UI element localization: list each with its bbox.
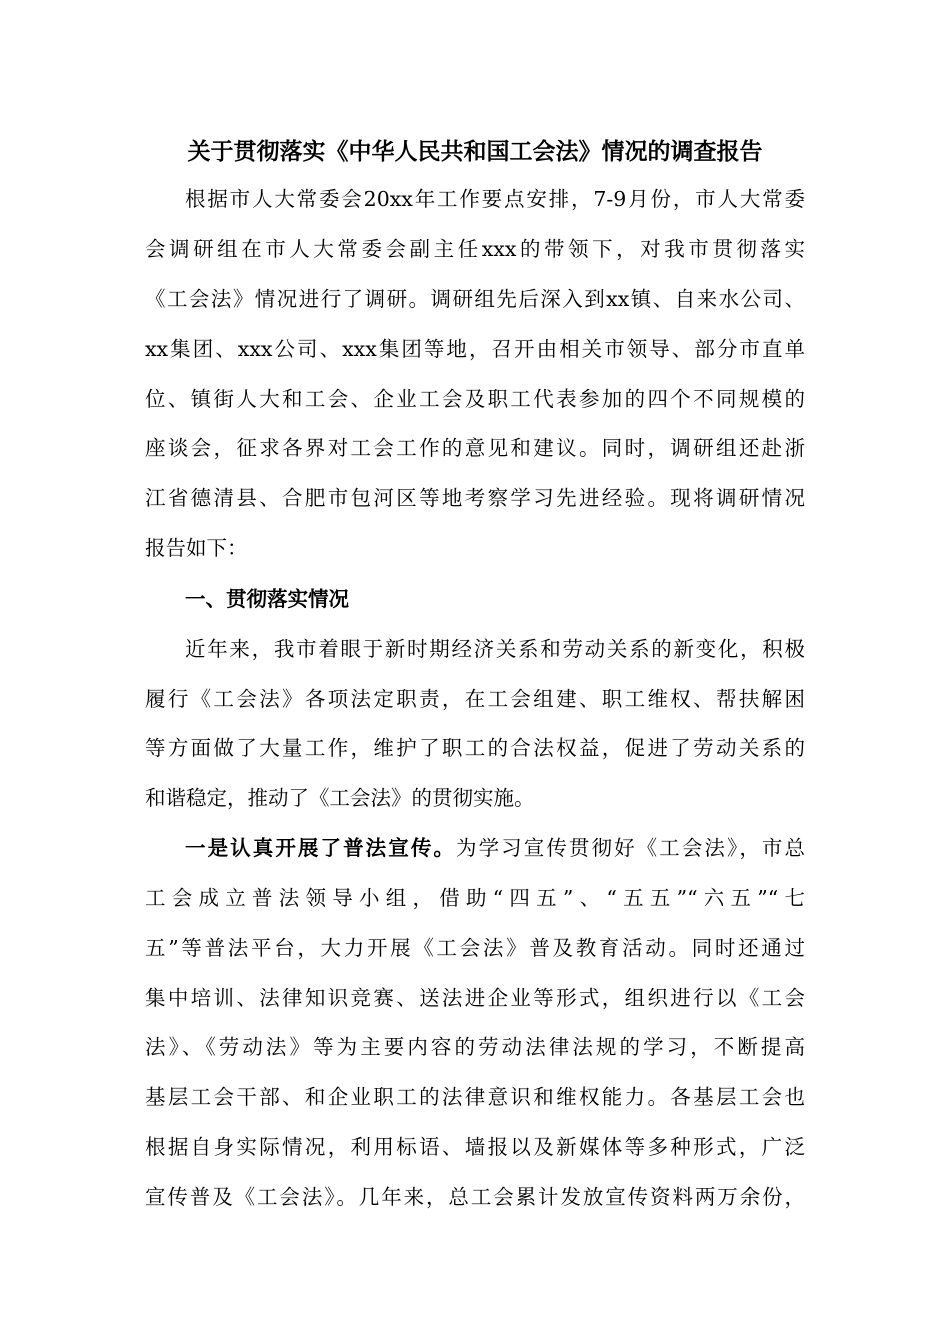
para1-line-3: 等方面做了大量工作，维护了职工的合法权益，促进了劳动关系的	[145, 736, 805, 760]
para2-lead: 一是认真开展了普法宣传。	[185, 836, 456, 860]
para2-line-5: 法》、《劳动法》等为主要内容的劳动法律法规的学习，不断提高	[145, 1035, 805, 1059]
intro-line-6: 座谈会，征求各界对工会工作的意见和建议。同时，调研组还赴浙	[145, 436, 805, 460]
intro-line-8: 报告如下：	[145, 536, 248, 560]
intro-line-3: 《工会法》情况进行了调研。调研组先后深入到xx镇、自来水公司、	[145, 287, 805, 311]
para2-line-7: 根据自身实际情况，利用标语、墙报以及新媒体等多种形式，广泛	[145, 1135, 805, 1159]
intro-line-4: xx集团、xxx公司、xxx集团等地，召开由相关市领导、部分市直单	[145, 337, 805, 361]
para2-line-1	[185, 832, 805, 864]
para2-line-2: 工会成立普法领导小组，借助“四五”、“五五”“六五”“七	[145, 886, 805, 910]
para2-line-6: 基层工会干部、和企业职工的法律意识和维权能力。各基层工会也	[145, 1085, 805, 1109]
para2-first-rest: 为学习宣传贯彻好《工会法》，市总	[456, 836, 805, 860]
intro-line-2: 会调研组在市人大常委会副主任xxx的带领下，对我市贯彻落实	[145, 237, 805, 261]
intro-line-1: 根据市人大常委会20xx年工作要点安排，7-9月份，市人大常委	[185, 187, 805, 211]
para2-line-8: 宣传普及《工会法》。几年来，总工会累计发放宣传资料两万余份，	[145, 1185, 805, 1209]
para1-line-4: 和谐稳定，推动了《工会法》的贯彻实施。	[145, 786, 535, 810]
section-heading: 一、贯彻落实情况	[185, 587, 349, 611]
intro-line-5: 位、镇街人大和工会、企业工会及职工代表参加的四个不同规模的	[145, 387, 805, 411]
para1-line-1: 近年来，我市着眼于新时期经济关系和劳动关系的新变化，积极	[185, 637, 805, 661]
para2-line-3: 五”等普法平台，大力开展《工会法》普及教育活动。同时还通过	[145, 936, 805, 960]
document-title: 关于贯彻落实《中华人民共和国工会法》情况的调查报告	[187, 138, 763, 165]
intro-line-7: 江省德清县、合肥市包河区等地考察学习先进经验。现将调研情况	[145, 486, 805, 510]
para2-line-4: 集中培训、法律知识竞赛、送法进企业等形式，组织进行以《工会	[145, 986, 805, 1010]
para1-line-2: 履行《工会法》各项法定职责，在工会组建、职工维权、帮扶解困	[145, 687, 805, 711]
